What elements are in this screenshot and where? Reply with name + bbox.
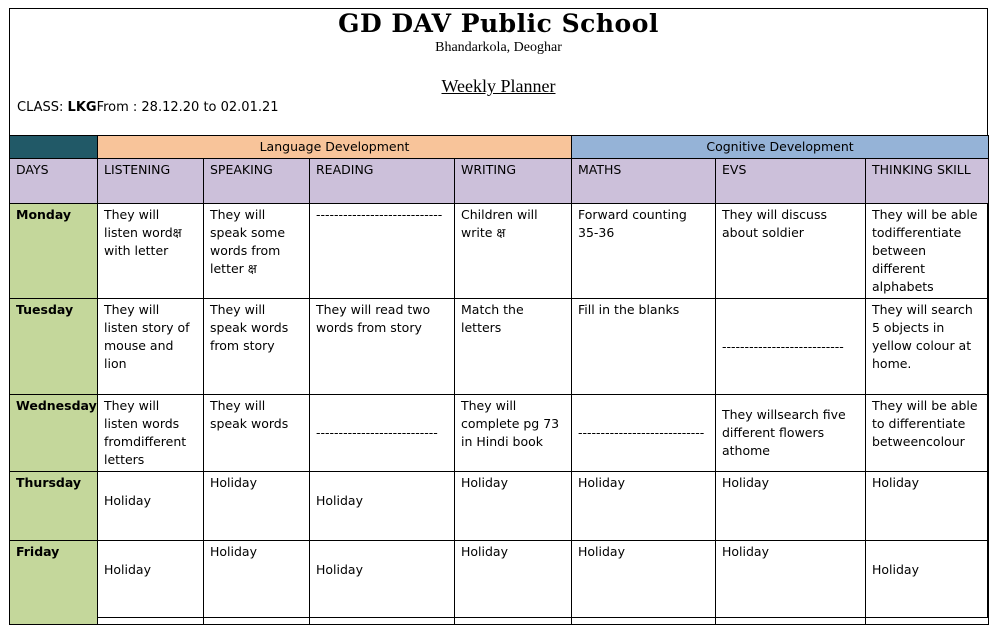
table-cell: Holiday [98, 541, 204, 625]
table-cell: Holiday [866, 472, 989, 541]
table-row-thursday [10, 472, 989, 541]
table-row-wednesday [10, 395, 989, 472]
column-header-thinking-skill: THINKING SKILL [866, 159, 989, 204]
column-header-listening: LISTENING [98, 159, 204, 204]
school-address: Bhandarkola, Deoghar [435, 40, 562, 55]
table-cell: ---------------------------- [310, 204, 455, 299]
table-cell: They will speak words from story [204, 299, 310, 395]
group-cognitive-development: Cognitive Development [572, 136, 989, 159]
table-cell: Holiday [866, 541, 989, 625]
table-cell: Holiday [716, 472, 866, 541]
table-row-friday [10, 541, 989, 625]
table-cell: Holiday [98, 472, 204, 541]
table-cell: Holiday [310, 541, 455, 625]
table-cell: Holiday [716, 541, 866, 625]
column-header-reading: READING [310, 159, 455, 204]
table-cell: Holiday [204, 472, 310, 541]
table-row-monday [10, 204, 989, 299]
day-cell: Thursday [10, 472, 98, 541]
table-cell: Holiday [572, 472, 716, 541]
table-cell: Holiday [572, 541, 716, 625]
table-cell: Holiday [455, 541, 572, 625]
table-cell: They will read two words from story [310, 299, 455, 395]
table-cell: They will listen wordक्ष with letter [98, 204, 204, 299]
table-cell: ---------------------------- [572, 395, 716, 472]
table-cell: They will be able to differentiate betweencolour [866, 395, 989, 472]
column-header-days: DAYS [10, 159, 98, 204]
planner-title: Weekly Planner [441, 76, 556, 96]
column-header-speaking: SPEAKING [204, 159, 310, 204]
group-header-row [10, 136, 989, 159]
day-cell: Tuesday [10, 299, 98, 395]
table-cell: Match the letters [455, 299, 572, 395]
table-cell: --------------------------- [310, 395, 455, 472]
table-cell: They will discuss about soldier [716, 204, 866, 299]
table-row-tuesday [10, 299, 989, 395]
table-cell: They willsearch five different flowers athome [716, 395, 866, 472]
table-cell: They will search 5 objects in yellow colour at home. [866, 299, 989, 395]
table-cell: They will be able todifferentiate between different alphabets [866, 204, 989, 299]
table-cell: They will listen story of mouse and lion [98, 299, 204, 395]
table-cell: Forward counting 35-36 [572, 204, 716, 299]
table-cell: Fill in the blanks [572, 299, 716, 395]
table-cell: --------------------------- [716, 299, 866, 395]
day-cell: Friday [10, 541, 98, 625]
table-cell: Holiday [204, 541, 310, 625]
class-value: LKG [67, 100, 97, 115]
weekly-planner-table [9, 135, 989, 625]
column-header-maths: MATHS [572, 159, 716, 204]
date-range: From : 28.12.20 to 02.01.21 [96, 100, 279, 115]
group-language-development: Language Development [98, 136, 572, 159]
class-prefix: CLASS: [17, 100, 68, 115]
column-header-evs: EVS [716, 159, 866, 204]
day-cell: Monday [10, 204, 98, 299]
table-cell: They will speak words [204, 395, 310, 472]
table-cell: Holiday [310, 472, 455, 541]
day-cell: Wednesday [10, 395, 98, 472]
table-cell: They will complete pg 73 in Hindi book [455, 395, 572, 472]
document-header [10, 9, 987, 135]
table-cell: They will speak some words from letter क्ष [204, 204, 310, 299]
column-header-writing: WRITING [455, 159, 572, 204]
school-name: GD DAV Public School [338, 9, 659, 38]
table-cell: Holiday [455, 472, 572, 541]
group-header-blank [10, 136, 98, 159]
table-cell: Children will write क्ष [455, 204, 572, 299]
class-line [17, 100, 279, 115]
column-header-row [10, 159, 989, 204]
table-cell: They will listen words fromdifferent letters [98, 395, 204, 472]
